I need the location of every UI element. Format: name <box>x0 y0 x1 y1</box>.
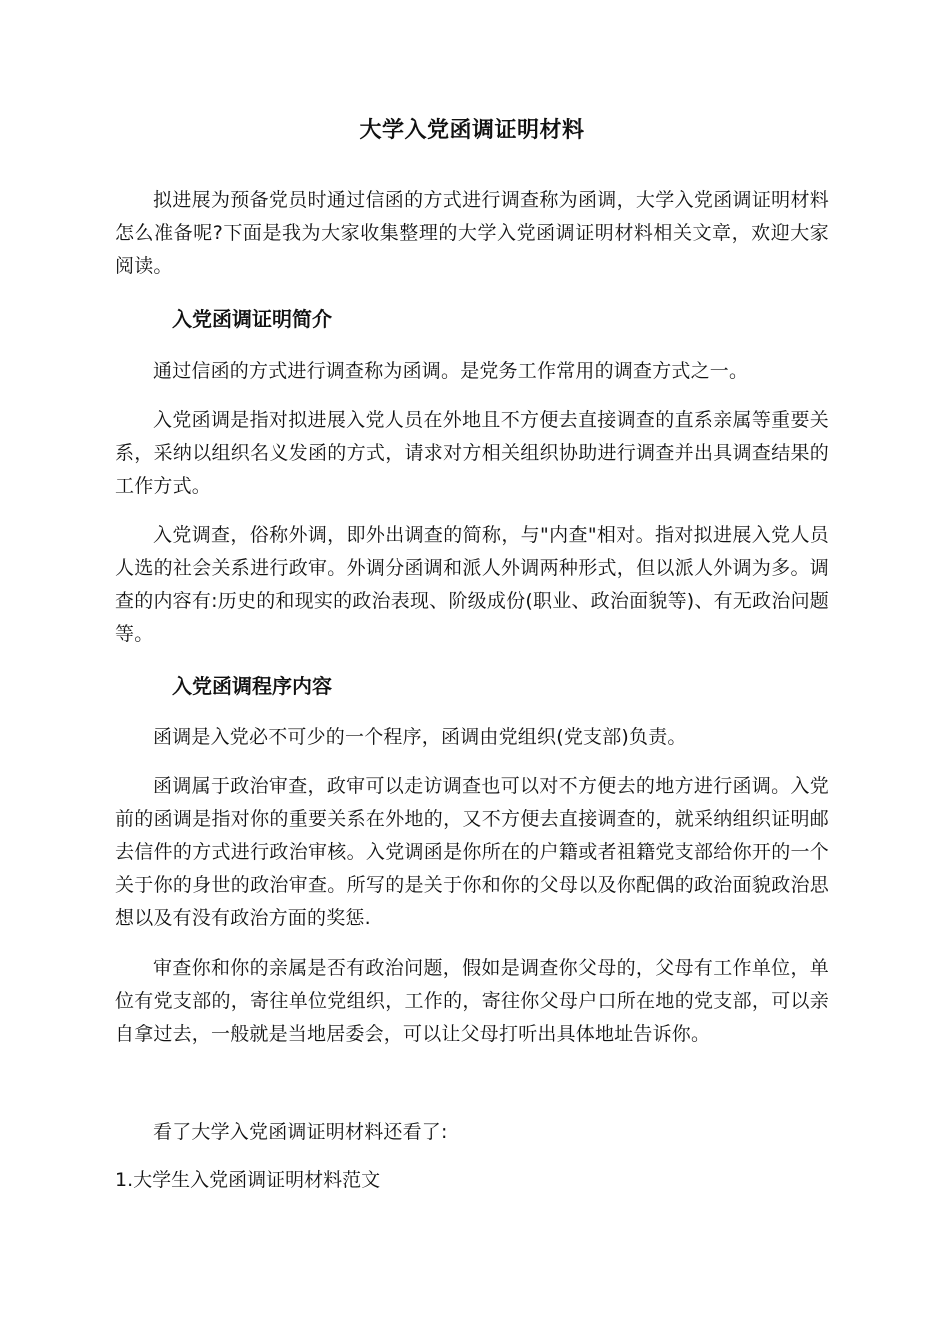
section-heading-procedure: 入党函调程序内容 <box>172 674 332 698</box>
section1-paragraph-3: 入党调查，俗称外调，即外出调查的简称，与"内查"相对。指对拟进展入党人员人选的社会关系进行政审。外调分函调和派人外调两种形式，但以派人外调为多。调查的内容有:历史的和现实的政治表现、阶级成份(职业、政治面貌等)、有无政治问题等。 <box>115 524 829 645</box>
section2-paragraph-2: 函调属于政治审查，政审可以走访调查也可以对不方便去的地方进行函调。入党前的函调是指对你的重要关系在外地的，又不方便去直接调查的，就采纳组织证明邮去信件的方式进行政治审核。入党调函是你所在的户籍或者祖籍党支部给你开的一个关于你的身世的政治审查。所写的是关于你和你的父母以及你配偶的政治面貌政治思想以及有没有政治方面的奖惩. <box>115 775 829 929</box>
section1-paragraph-2: 入党函调是指对拟进展入党人员在外地且不方便去直接调查的直系亲属等重要关系，采纳以组织名义发函的方式，请求对方相关组织协助进行调查并出具调查结果的工作方式。 <box>115 409 829 497</box>
related-link-1[interactable]: 1.大学生入党函调证明材料范文 <box>115 1169 381 1191</box>
section2-paragraph-3: 审查你和你的亲属是否有政治问题，假如是调查你父母的，父母有工作单位，单位有党支部的，寄往单位党组织，工作的，寄往你父母户口所在地的党支部，可以亲自拿过去，一般就是当地居委会，可以让父母打听出具体地址告诉你。 <box>115 957 829 1045</box>
section2-paragraph-1: 函调是入党必不可少的一个程序，函调由党组织(党支部)负责。 <box>153 726 687 748</box>
section-heading-intro: 入党函调证明简介 <box>172 307 332 331</box>
section1-paragraph-1: 通过信函的方式进行调查称为函调。是党务工作常用的调查方式之一。 <box>153 360 749 382</box>
document-title: 大学入党函调证明材料 <box>359 118 585 143</box>
intro-paragraph: 拟进展为预备党员时通过信函的方式进行调查称为函调，大学入党函调证明材料怎么准备呢?下面是我为大家收集整理的大学入党函调证明材料相关文章，欢迎大家阅读。 <box>115 189 829 277</box>
related-lead: 看了大学入党函调证明材料还看了: <box>153 1121 448 1143</box>
